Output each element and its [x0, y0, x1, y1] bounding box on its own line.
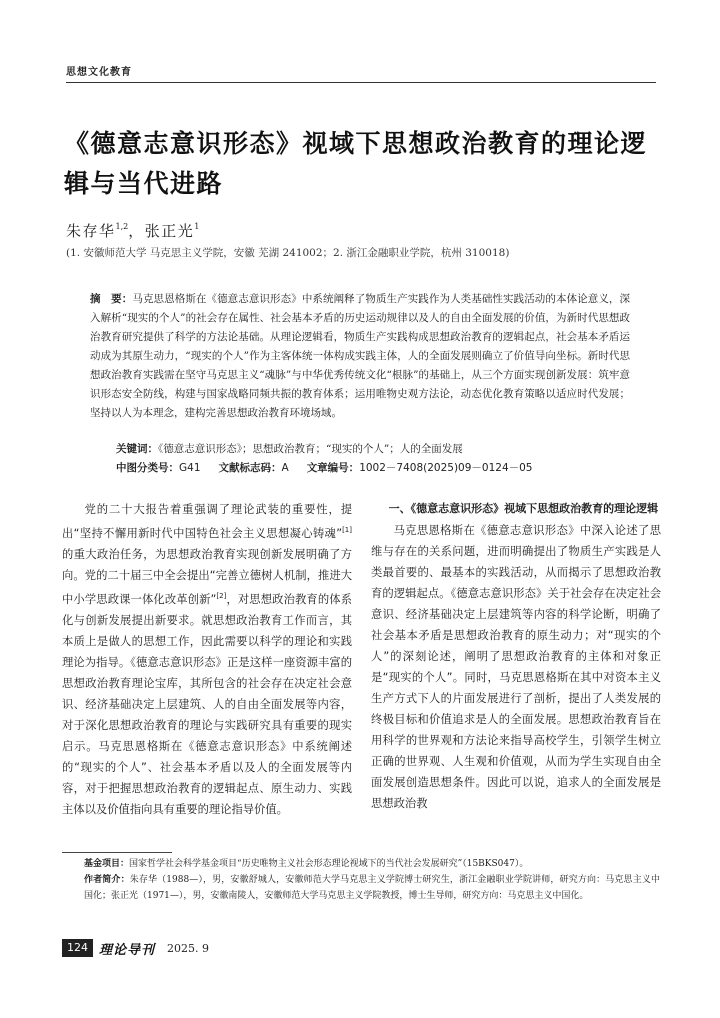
- issue-number: 2025. 9: [167, 941, 210, 955]
- citation-ref: [2]: [216, 592, 227, 600]
- fund-label: 基金项目：: [84, 859, 130, 869]
- author-affiliation-mark: 1,2: [115, 222, 129, 231]
- abstract-label: 摘 要：: [90, 293, 133, 305]
- body-left-column: [62, 499, 352, 820]
- classification-line: [116, 460, 533, 475]
- page-footer: [62, 938, 209, 958]
- clc-value: G41: [179, 462, 201, 474]
- abstract: [90, 290, 630, 423]
- running-head: 思想文化教育: [66, 67, 132, 78]
- author-line: [66, 220, 199, 241]
- affiliation: (1. 安徽师范大学 马克思主义学院，安徽 芜湖 241002；2. 浙江金融职业学院，杭州 310018): [66, 247, 510, 259]
- body-right-column: [371, 499, 661, 814]
- author-name: 朱存华: [66, 222, 116, 240]
- abstract-text: 马克思恩格斯在《德意志意识形态》中系统阐释了物质生产实践作为人类基础性实践活动的本体论意义，深入解析“现实的个人”的社会存在属性、社会基本矛盾的历史运动规律以及人的自由全面发展的价值，为新时代思想政治教育研究提供了科学的方法论基础。从理论逻辑看，物质生产实践构成思想政治教育的逻辑起点，社会基本矛盾运动成为其原生动力，“现实的个人”作为主客体统一体构成实践主体，人的全面发展则确立了价值导向坐标。新时代思想政治教育实践需在坚守马克思主义“魂脉”与中华优秀传统文化“根脉”的基础上，从三个方面实现创新发展：筑牢意识形态安全防线，构建与国家战略同频共振的教育体系；运用唯物史观方法论，动态优化教育策略以适应时代发展；坚持以人为本理念，建构完善思想政治教育环境场域。: [90, 293, 631, 419]
- journal-name: 理论导刊: [99, 942, 156, 958]
- body-text: 的重大政治任务，为思想政治教育实现创新发展明确了方向。党的二十届三中全会提出“完善立德树人机制，推进大中小学思政课一体化改革创新”: [62, 548, 352, 606]
- body-paragraph: 马克思恩格斯在《德意志意识形态》中深入论述了思维与存在的关系问题，进而明确提出了物质生产实践是人类最首要的、最基本的实践活动，从而揭示了思想政治教育的逻辑起点。《德意志意识形态》关于社会存在决定社会意识、经济基础决定上层建筑等内容的科学论断，明确了社会基本矛盾是思想政治教育的原生动力；对“现实的个人”的深刻论述，阐明了思想政治教育的主体和对象正是“现实的个人”。同时，马克思恩格斯在其中对资本主义生产方式下人的片面发展进行了剖析，提出了人类发展的终极目标和价值追求是人的全面发展。思想政治教育旨在用科学的世界观和方法论来指导高校学生，引领学生树立正确的世界观、人生观和价值观，从而为学生实现自由全面发展创造思想条件。因此可以说，追求人的全面发展是思想政治教: [371, 524, 661, 810]
- fund-note: [62, 856, 660, 872]
- footnotes: [62, 856, 660, 904]
- header-rule: [66, 82, 656, 83]
- keywords-label: 关键词：: [116, 443, 158, 455]
- article-number-label: 文章编号：: [306, 462, 360, 474]
- body-paragraph: [62, 499, 352, 820]
- doc-code-value: A: [281, 462, 289, 474]
- clc-label: 中图分类号：: [116, 462, 179, 474]
- body-text: 党的二十大报告着重强调了理论武装的重要性，提出“坚持不懈用新时代中国特色社会主义思想凝心铸魂”: [62, 503, 352, 540]
- body-text: ，对思想政治教育的体系化与创新发展提出新要求。就思想政治教育工作而言，其本质上是做人的思想工作，因此需要以科学的理论和实践理论为指导。《德意志意识形态》正是这样一座资源丰富的思想政治教育理论宝库，其所包含的社会存在决定社会意识、经济基础决定上层建筑、人的自由全面发展等内容，对于深化思想政治教育的理论与实践研究具有重要的现实启示。马克思恩格斯在《德意志意识形态》中系统阐述的“现实的个人”、社会基本矛盾以及人的全面发展等内容，对于把握思想政治教育的逻辑起点、原生动力、实践主体以及价值指向具有重要的理论指导价值。: [62, 593, 352, 816]
- author-separator: ，: [128, 222, 145, 240]
- footnote-rule: [62, 852, 172, 853]
- fund-text: 国家哲学社会科学基金项目“历史唯物主义社会形态理论视域下的当代社会发展研究”（15BKS047）。: [129, 859, 529, 869]
- author-bio-note: [62, 872, 660, 904]
- doc-code-label: 文献标志码：: [218, 462, 282, 474]
- author-affiliation-mark: 1: [194, 222, 200, 231]
- keywords: [116, 441, 463, 456]
- citation-ref: [1]: [342, 526, 352, 534]
- keywords-text: 《德意志意识形态》；思想政治教育；“现实的个人”；人的全面发展: [158, 443, 463, 455]
- section-heading: 一、《德意志意识形态》视域下思想政治教育的理论逻辑: [388, 502, 659, 515]
- author-bio-label: 作者简介：: [84, 875, 130, 885]
- page-number: 124: [62, 939, 93, 957]
- author-bio-text: 朱存华（1988—），男，安徽舒城人，安徽师范大学马克思主义学院博士研究生，浙江金融职业学院讲师，研究方向：马克思主义中国化；张正光（1971—），男，安徽南陵人，安徽师范大学马克思主义学院教授，博士生导师，研究方向：马克思主义中国化。: [84, 875, 660, 901]
- page-header: [66, 63, 656, 78]
- author-name: 张正光: [144, 222, 195, 240]
- article-number-value: 1002－7408(2025)09－0124－05: [359, 462, 533, 474]
- article-title: 《德意志意识形态》视域下思想政治教育的理论逻辑与当代进路: [64, 129, 648, 198]
